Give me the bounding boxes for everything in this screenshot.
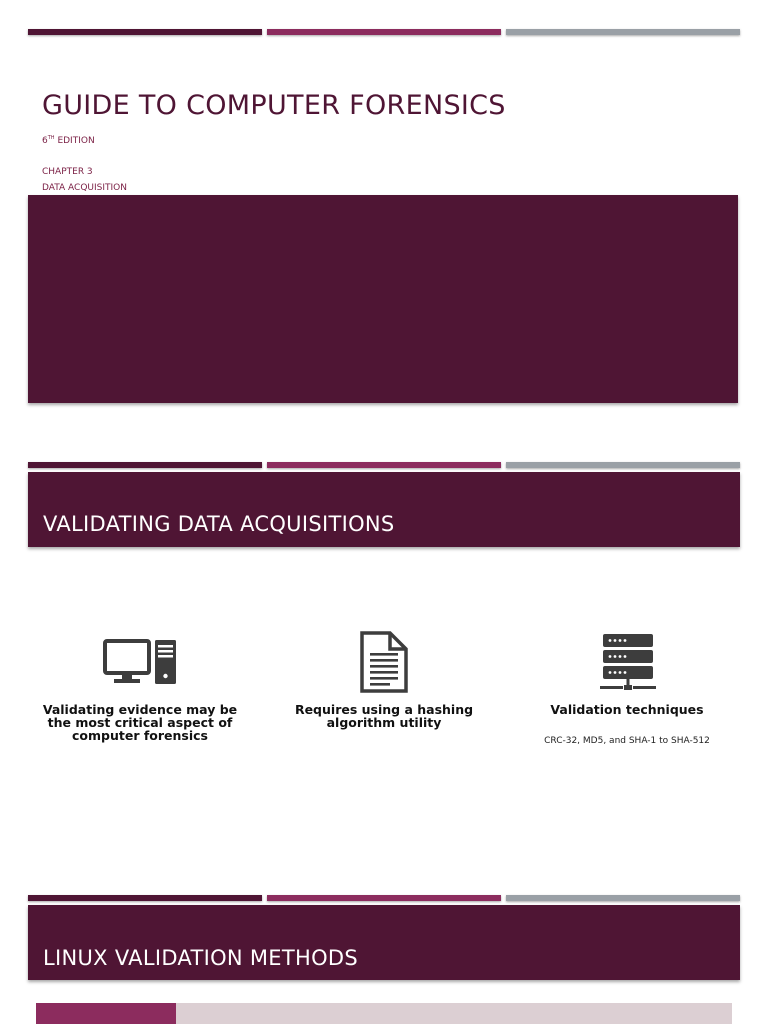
slide-1-title: GUIDE TO COMPUTER FORENSICS [42, 90, 506, 121]
slide-2-title-band [28, 472, 740, 547]
decor-stripe-gray [506, 895, 740, 901]
decor-stripe-dark [28, 462, 262, 468]
slide-3-title-band [28, 905, 740, 980]
server-icon [599, 633, 657, 697]
decor-stripe-gray [506, 29, 740, 35]
validation-item-label: Validating evidence may be the most critical aspect of computer forensics [42, 702, 238, 743]
edition-suffix: TH [47, 135, 55, 141]
edition-number: 6 [42, 136, 48, 146]
desktop-computer-icon [103, 638, 177, 690]
decor-stripe-accent [267, 895, 501, 901]
edition-line [42, 135, 95, 146]
chapter-title: DATA ACQUISITION [42, 183, 127, 193]
edition-word: EDITION [57, 136, 95, 146]
validation-item-label: Validation techniques [550, 702, 704, 717]
validation-item-label: Requires using a hashing algorithm utility [294, 702, 474, 730]
validation-item-detail: CRC-32, MD5, and SHA-1 to SHA-512 [544, 736, 710, 746]
slide-3-title: LINUX VALIDATION METHODS [43, 946, 359, 970]
decor-stripe-accent [267, 29, 501, 35]
slide-1-color-block [28, 195, 738, 403]
slide-2-title: VALIDATING DATA ACQUISITIONS [43, 512, 395, 536]
chapter-number: CHAPTER 3 [42, 167, 93, 177]
decor-stripe-accent [267, 462, 501, 468]
decor-stripe-dark [28, 895, 262, 901]
document-icon [359, 630, 409, 698]
decor-stripe-dark [28, 29, 262, 35]
decor-stripe-gray [506, 462, 740, 468]
content-bar-accent [36, 1003, 176, 1024]
